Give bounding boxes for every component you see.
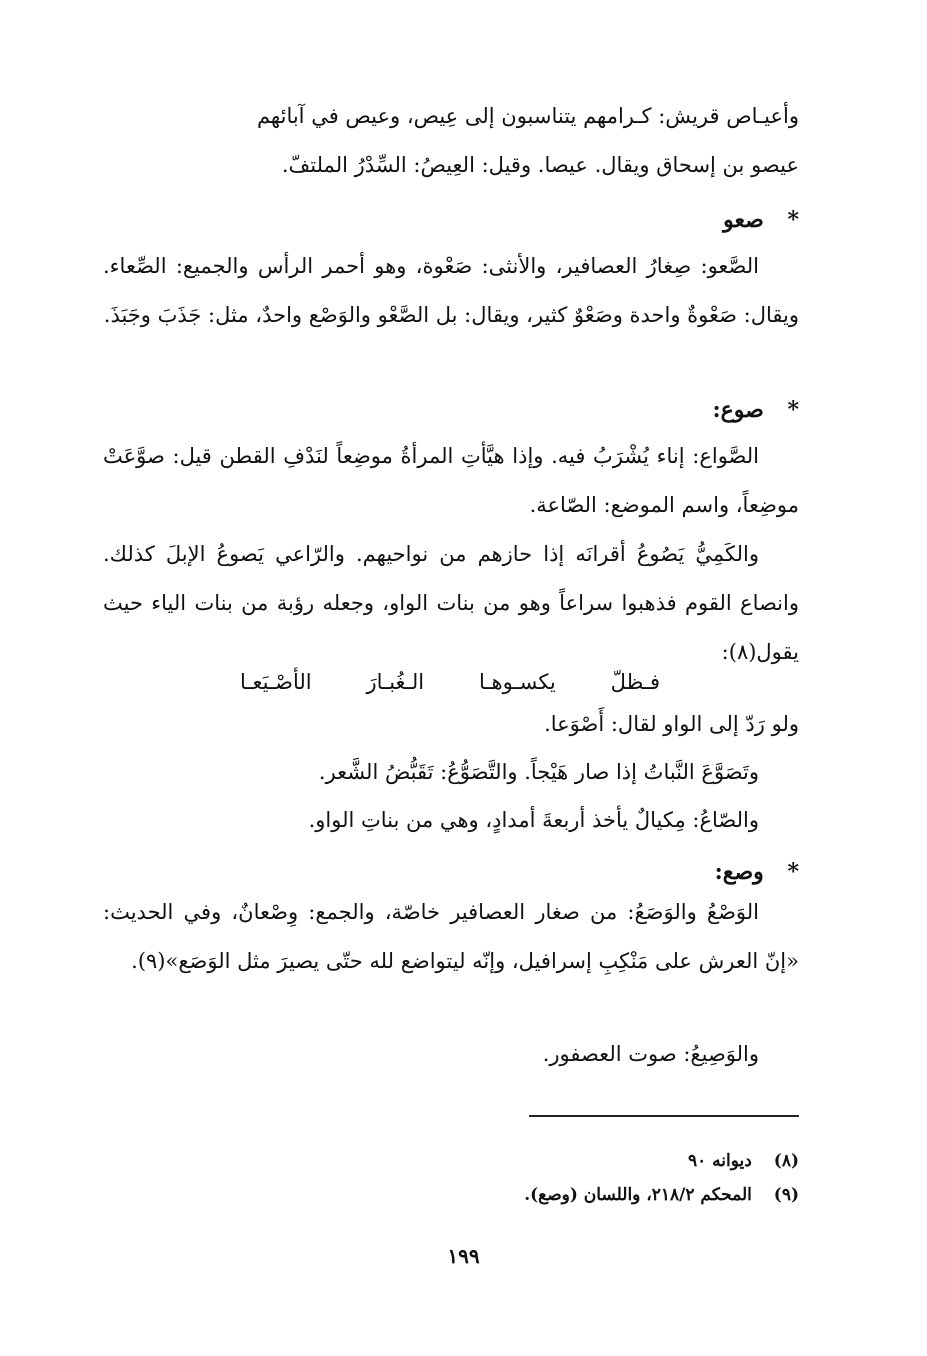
entry-heading-text: صعو [723,207,764,233]
footnote-text: المحكم ٢١٨/٢، واللسان (وصع). [524,1185,752,1205]
footnote-8 [103,1146,799,1176]
footnote-separator [529,1115,799,1117]
footnote-number: (٨) [773,1151,799,1171]
page-number: ١٩٩ [447,1244,480,1268]
entry-paragraph: والوَصِيعُ: صوت العصفور. [542,1042,759,1066]
entry-paragraph: والصّاعُ: مِكيالٌ يأخذ أربعةَ أمدادٍ، وهي من بناتِ الواو. [308,808,759,832]
entry-paragraph: الوَصْعُ والوَصَعُ: من صغار العصافير خاصّة، والجمع: وِصْعانٌ، وفي الحديث: «إنّ العرش على مَنْكِبِ إسرافيل، وإنّه ليتواضع لله حتّى يصيرَ مثل الوَصَع»(٩). [103,900,799,973]
entry-paragraph: وتَصَوَّعَ النَّباتُ إذا صار هَيْجاً. والتَّصَوُّعُ: تَقَبُّضُ الشَّعر. [318,760,759,784]
entry-heading-text: وصع: [714,859,764,885]
entry-paragraph: والكَمِيُّ يَصُوعُ أقرانَه إذا حازهم من نواحيهم. والرّاعي يَصوعُ الإبلَ كذلك. وانصاع القوم فذهبوا سراعاً وهو من بنات الواو، وجعله رؤبة من بنات الياء حيث يقول(٨): [103,542,799,664]
entry-heading-wasa [499,852,799,892]
asterisk-icon: * [787,397,799,423]
asterisk-icon: * [787,207,799,233]
footnote-9 [103,1180,799,1210]
entry-paragraph: الصَّعو: صِغارُ العصافير، والأنثى: صَعْوة، وهو أحمر الرأس والجميع: الصِّعاء. ويقال: صَعْوةٌ واحدة وصَعْوٌ كثير، ويقال: بل الصَّعْو والوَصْع واحدٌ، مثل: جَذَبَ وجَبَذَ. [103,254,799,327]
entry-heading-text: صوع: [712,397,764,423]
entry-paragraph: الصَّواع: إناء يُشْرَبُ فيه. وإذا هيَّأتِ المرأةُ موضِعاً لنَدْفِ القطن قيل: صوَّعَتْ موضِعاً، واسم الموضع: الصّاعة. [103,444,799,517]
entry-heading-sau [499,200,799,240]
intro-paragraph [103,92,799,190]
footnote-number: (٩) [773,1185,799,1205]
intro-line-1: وأعيـاص قريش: كـرامهم يتناسبون إلى عِيص، وعيص في آبائهم [256,104,799,128]
entry-heading-sawa [499,390,799,430]
poetry-verse: فـظلّ يكسـوهـا الـغُبـارَ الأصْـيَعـا [240,670,660,694]
footnote-text: ديوانه ٩٠ [688,1151,752,1171]
intro-line-2: عيصو بن إسحاق ويقال. عيصا. وقيل: العِيصُ: السِّدْرُ الملتفّ. [281,153,799,177]
asterisk-icon: * [787,859,799,885]
entry-paragraph: ولو رَدّ إلى الواو لقال: أَصْوَعا. [544,712,799,736]
